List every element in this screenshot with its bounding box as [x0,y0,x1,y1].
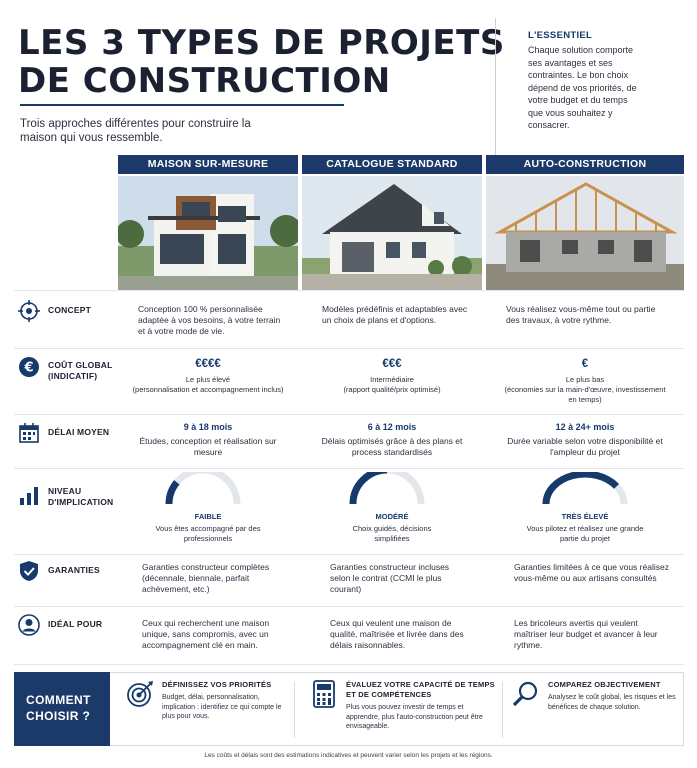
row-divider [14,468,684,469]
delai-detail: Durée variable selon votre disponibilité et l'ampleur du projet [507,436,663,457]
delai-duration: 9 à 18 mois [183,422,233,432]
row-divider [14,606,684,607]
how-to-choose-heading [14,672,110,746]
cout-detail: (personnalisation et accompagnement inclus) [132,385,284,394]
implication-level-catalogue: MODÉRÉ [375,512,409,521]
row-divider [14,348,684,349]
magnifier-icon [512,680,540,708]
cout-label-line-1: COÛT GLOBAL [48,360,113,370]
cout-detail: (économies sur la main-d'œuvre, investissement en temps) [504,385,666,404]
delai-detail: Délais optimisés grâce à des plans et process standardisés [321,436,463,457]
target-icon [18,300,40,322]
column-header-auto-construction: AUTO-CONSTRUCTION [486,155,684,174]
concept-catalogue: Modèles prédéfinis et adaptables avec un choix de plans et d'options. [322,304,468,325]
standard-house-image [302,176,482,290]
cout-detail: (rapport qualité/prix optimisé) [343,385,441,394]
tip-comparez-title: COMPAREZ OBJECTIVEMENT [548,680,661,689]
tip-capacite-text: Plus vous pouvez investir de temps et apprendre, plus l'auto-construction peut être envisageable. [346,704,483,730]
ideal-catalogue: Ceux qui veulent une maison de qualité, maîtrisée et livrée dans des délais raisonnables. [330,618,464,650]
tip-divider [502,682,503,738]
gauge-fill-sur-mesure [169,482,177,504]
implication-detail-auto-construction: Vous pilotez et réalisez une grande partie du projet [526,524,644,543]
cout-symbol: € [581,358,589,370]
cout-symbol: €€€€ [195,358,221,370]
tip-priorites-title: DÉFINISSEZ VOS PRIORITÉS [162,680,272,689]
garanties-sur-mesure: Garanties constructeur complètes (décennale, biennale, parfait achèvement, etc.) [142,562,270,594]
gauge-fill-auto-construction [546,474,617,504]
how-to-choose-line-1: COMMENT [26,693,91,707]
essentiel-heading: L'ESSENTIEL [528,30,593,41]
page-title [18,24,505,100]
delai-label: DÉLAI MOYEN [48,427,110,437]
column-header-sur-mesure: MAISON SUR-MESURE [118,155,298,174]
footnote: Les coûts et délais sont des estimations indicatives et peuvent varier selon les projets et les régions. [204,752,493,759]
delai-detail: Études, conception et réalisation sur mesure [139,436,277,457]
implication-detail-catalogue: Choix guidés, décisions simplifiées [352,524,432,543]
page-subtitle: Trois approches différentes pour construire la maison qui vous ressemble. [20,118,251,144]
garanties-catalogue: Garanties constructeur incluses selon le contrat (CCMI le plus courant) [330,562,450,594]
cout-level: Le plus élevé [185,375,231,384]
tip-priorites-text: Budget, délai, personnalisation, implication : identifiez ce qui compte le plus pour vous. [162,694,282,720]
concept-label: CONCEPT [48,305,91,315]
title-line-1: LES 3 TYPES DE PROJETS [18,23,505,63]
row-label-delai [18,422,109,444]
cout-level: Intermédiaire [370,375,414,384]
tip-priorites [126,680,286,722]
row-label-cout [18,356,113,382]
row-divider [14,414,684,415]
essentiel-box [495,18,685,158]
delai-duration: 12 à 24+ mois [555,422,615,432]
tip-divider [294,682,295,738]
cout-level: Le plus bas [565,375,605,384]
garanties-label: GARANTIES [48,565,100,575]
delai-auto-construction [500,422,670,458]
implication-label [48,486,113,508]
row-label-ideal [18,614,102,636]
implication-label-line-1: NIVEAU [48,486,82,496]
delai-sur-mesure [128,422,288,458]
tip-comparez-text: Analysez le coût global, les risques et les bénéfices de chaque solution. [548,694,676,711]
row-divider [14,664,684,665]
euro-icon [18,356,40,378]
title-line-2: DE CONSTRUCTION [18,61,391,101]
shield-icon [18,560,40,582]
cout-auto-construction [500,358,670,405]
how-to-choose-line-2: CHOISIR ? [26,709,91,723]
delai-catalogue [312,422,472,458]
title-divider [20,104,344,106]
svg-text:€: € [24,360,34,376]
construction-site-image [486,176,684,290]
implication-gauge-sur-mesure [163,472,243,506]
essentiel-text: Chaque solution comporte ses avantages et ses contraintes. Le bon choix dépend de vos priorités, de votre budget et du temps que vous souhaitez y consacrer. [528,45,637,130]
delai-duration: 6 à 12 mois [367,422,417,432]
target-arrow-icon [126,680,154,708]
row-divider [14,554,684,555]
cout-symbol: €€€ [382,358,402,370]
tip-capacite [310,680,500,732]
ideal-auto-construction: Les bricoleurs avertis qui veulent maîtriser leur budget et avancer à leur rythme. [514,618,658,650]
ideal-sur-mesure: Ceux qui recherchent une maison unique, sans compromis, avec un accompagnement clé en main. [142,618,270,650]
column-header-catalogue: CATALOGUE STANDARD [302,155,482,174]
tip-capacite-title: ÉVALUEZ VOTRE CAPACITÉ DE TEMPS ET DE COMPÉTENCES [346,680,495,699]
cout-catalogue [312,358,472,395]
concept-sur-mesure: Conception 100 % personnalisée adaptée à vos besoins, à votre terrain et à votre mode de vie. [138,304,281,336]
implication-gauge-auto-construction [540,472,630,506]
user-icon [18,614,40,636]
implication-label-line-2: D'IMPLICATION [48,497,114,507]
implication-level-auto-construction: TRÈS ÉLEVÉ [561,512,609,521]
row-divider [14,290,684,291]
tip-comparez [512,680,680,712]
implication-level-sur-mesure: FAIBLE [194,512,222,521]
row-label-implication [18,484,113,508]
row-label-concept [18,300,91,322]
bar-chart-icon [18,484,40,506]
garanties-auto-construction: Garanties limitées à ce que vous réalisez vous-même ou aux artisans consultés [514,562,669,583]
implication-gauge-catalogue [347,472,427,506]
row-label-garanties [18,560,100,582]
modern-house-image [118,176,298,290]
cout-label [48,360,113,382]
cout-label-line-2: (INDICATIF) [48,371,98,381]
calendar-icon [18,422,40,444]
calculator-icon [310,680,338,708]
concept-auto-construction: Vous réalisez vous-même tout ou partie des travaux, à votre rythme. [506,304,656,325]
gauge-fill-catalogue [353,472,387,504]
implication-detail-sur-mesure: Vous êtes accompagné par des professionnels [155,524,261,543]
cout-sur-mesure [128,358,288,395]
ideal-label: IDÉAL POUR [48,619,103,629]
